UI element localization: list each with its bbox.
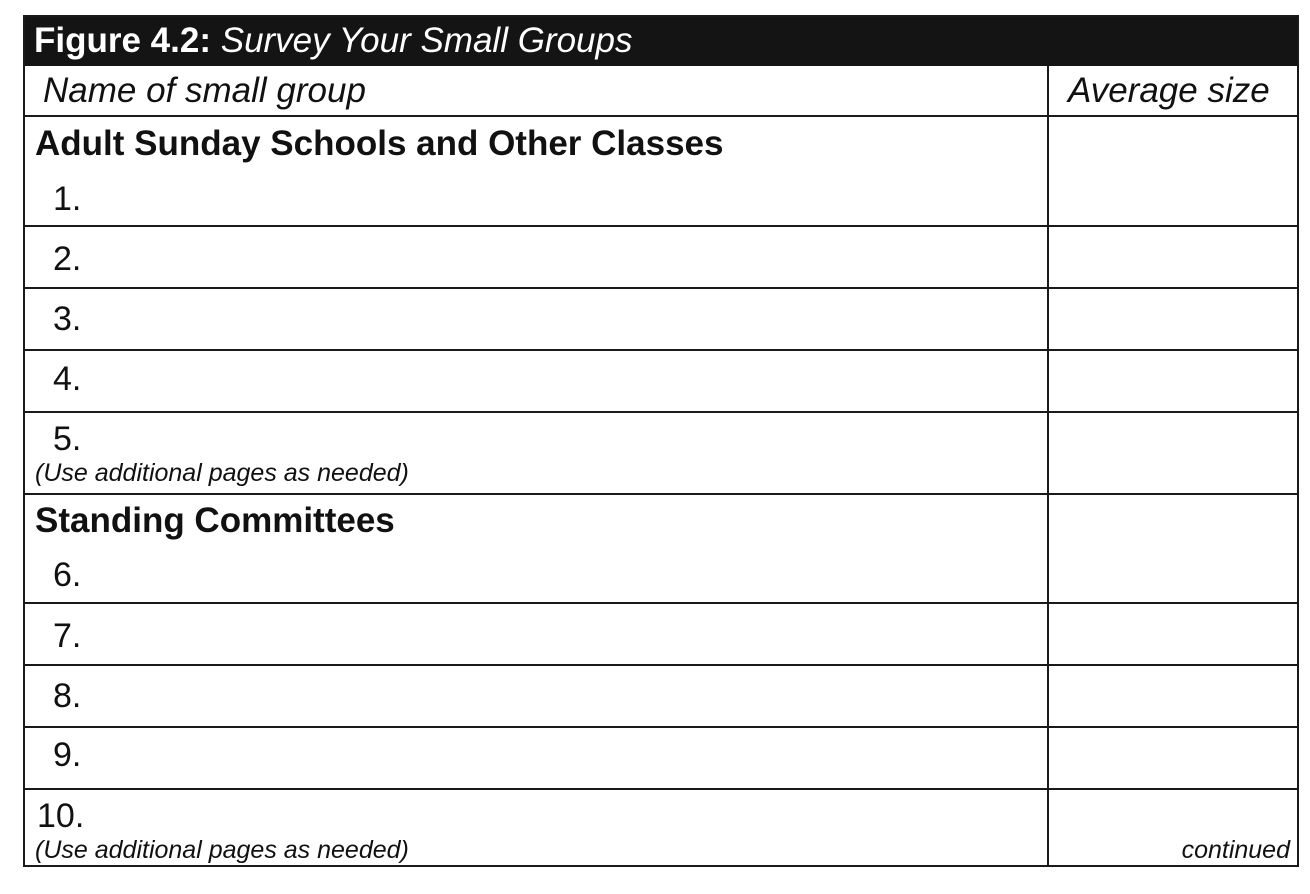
figure-title-text: Survey Your Small Groups bbox=[220, 21, 633, 60]
row-divider bbox=[25, 726, 1297, 728]
additional-pages-note: (Use additional pages as needed) bbox=[35, 459, 409, 487]
column-header-average-size: Average size bbox=[1068, 71, 1270, 110]
row-number: 1. bbox=[53, 180, 82, 218]
row-number: 7. bbox=[53, 617, 82, 655]
figure-title-bar bbox=[25, 17, 1297, 66]
row-number: 9. bbox=[53, 736, 82, 774]
row-divider bbox=[25, 225, 1297, 227]
row-number: 10. bbox=[37, 797, 85, 835]
header-divider bbox=[25, 115, 1297, 117]
row-number: 5. bbox=[53, 420, 82, 458]
survey-form bbox=[23, 15, 1299, 867]
row-divider bbox=[25, 349, 1297, 351]
column-divider bbox=[1047, 66, 1049, 865]
section-heading-committees: Standing Committees bbox=[35, 501, 395, 540]
row-number: 6. bbox=[53, 556, 82, 594]
figure-title bbox=[34, 21, 632, 61]
row-divider bbox=[25, 788, 1297, 790]
row-number: 8. bbox=[53, 677, 82, 715]
additional-pages-note: (Use additional pages as needed) bbox=[35, 836, 409, 864]
row-number: 4. bbox=[53, 360, 82, 398]
row-divider bbox=[25, 602, 1297, 604]
row-divider bbox=[25, 287, 1297, 289]
row-number: 2. bbox=[53, 240, 82, 278]
row-divider bbox=[25, 411, 1297, 413]
row-divider bbox=[25, 664, 1297, 666]
section-heading-classes: Adult Sunday Schools and Other Classes bbox=[35, 124, 724, 163]
row-number: 3. bbox=[53, 300, 82, 338]
continued-label: continued bbox=[1181, 836, 1290, 864]
section-divider bbox=[25, 493, 1297, 495]
column-header-name: Name of small group bbox=[43, 71, 366, 110]
figure-label: Figure 4.2: bbox=[34, 21, 211, 60]
